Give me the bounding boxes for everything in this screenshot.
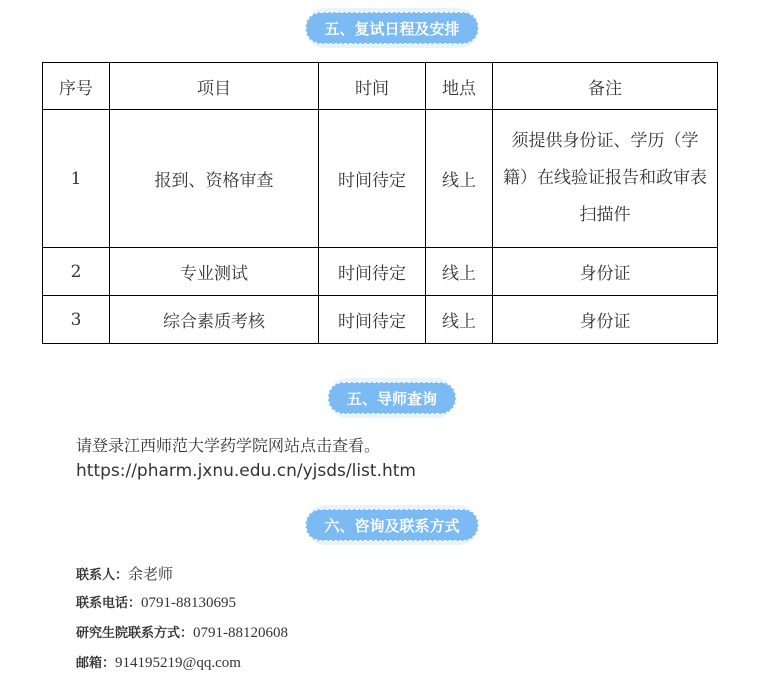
cell-note: 身份证 xyxy=(493,296,718,344)
section-title-schedule: 五、复试日程及安排 xyxy=(305,12,478,44)
col-header-place: 地点 xyxy=(426,63,493,110)
grad-contact-label: 研究生院联系方式： xyxy=(76,626,194,641)
cell-place: 线上 xyxy=(426,296,493,344)
cell-time: 时间待定 xyxy=(319,248,426,296)
email-line xyxy=(76,652,241,672)
section-header-contact xyxy=(305,505,478,545)
email-label: 邮箱： xyxy=(76,656,116,671)
advisor-link[interactable]: https://pharm.jxnu.edu.cn/yjsds/list.htm xyxy=(76,461,416,481)
email-value[interactable]: 914195219@qq.com xyxy=(115,655,241,671)
table-header-row xyxy=(43,63,718,110)
cell-no: 1 xyxy=(43,110,110,248)
cell-no: 2 xyxy=(43,248,110,296)
col-header-note: 备注 xyxy=(493,63,718,110)
table-row xyxy=(43,248,718,296)
contact-person-line xyxy=(76,563,173,584)
cell-note: 须提供身份证、学历（学籍）在线验证报告和政审表扫描件 xyxy=(493,110,718,248)
table-row xyxy=(43,296,718,344)
section-header-schedule xyxy=(305,8,478,48)
contact-phone-value: 0791-88130695 xyxy=(141,595,237,611)
cell-item: 综合素质考核 xyxy=(110,296,319,344)
col-header-no: 序号 xyxy=(43,63,110,110)
contact-person-value: 余老师 xyxy=(128,567,174,583)
contact-phone-line xyxy=(76,592,236,612)
cell-place: 线上 xyxy=(426,248,493,296)
grad-contact-value: 0791-88120608 xyxy=(193,625,289,641)
cell-item: 专业测试 xyxy=(110,248,319,296)
cell-note: 身份证 xyxy=(493,248,718,296)
section-header-advisor xyxy=(328,378,456,418)
section-title-advisor: 五、导师查询 xyxy=(328,382,456,414)
cell-time: 时间待定 xyxy=(319,110,426,248)
col-header-item: 项目 xyxy=(110,63,319,110)
col-header-time: 时间 xyxy=(319,63,426,110)
table-row xyxy=(43,110,718,248)
schedule-table xyxy=(42,62,718,344)
advisor-instruction: 请登录江西师范大学药学院网站点击查看。 xyxy=(76,436,381,455)
contact-phone-label: 联系电话： xyxy=(76,596,142,611)
cell-item: 报到、资格审查 xyxy=(110,110,319,248)
section-title-contact: 六、咨询及联系方式 xyxy=(305,509,478,541)
cell-place: 线上 xyxy=(426,110,493,248)
cell-no: 3 xyxy=(43,296,110,344)
contact-person-label: 联系人： xyxy=(76,568,129,583)
grad-contact-line xyxy=(76,622,288,642)
cell-time: 时间待定 xyxy=(319,296,426,344)
